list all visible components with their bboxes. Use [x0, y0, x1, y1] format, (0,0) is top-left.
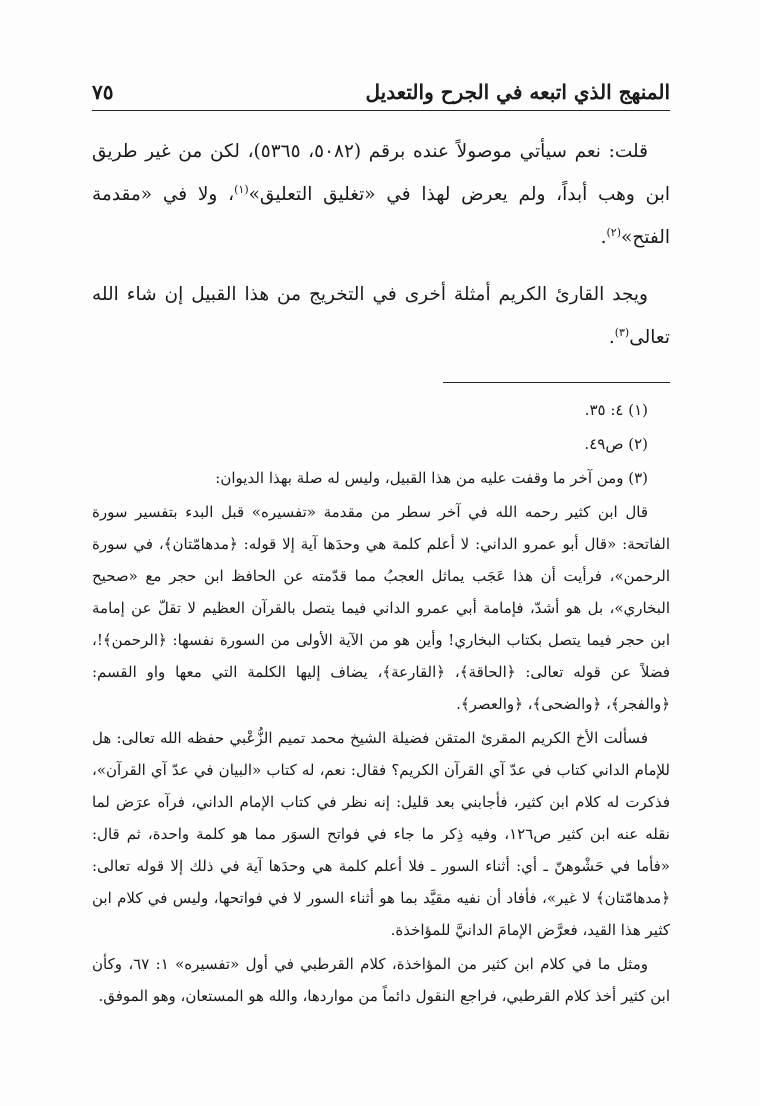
page-number: ٧٥ [92, 80, 114, 104]
footnote-paragraph: ومثل ما في كلام ابن كثير من المؤاخذة، كلام القرطبي في أول «تفسيره» ١: ٦٧، وكأن ابن كثير أخذ كلام القرطبي، فراجع النقول دائماً من مواردها، والله هو المستعان، وهو الموفق. [92, 955, 670, 1005]
footnote-ref: (٣) [614, 325, 630, 339]
footnote-separator [443, 382, 670, 383]
footnote-1: (١) ٤: ٣٥. [584, 401, 648, 419]
body-paragraph: ويجد القارئ الكريم أمثلة أخرى في التخريج من هذا القبيل إن شاء الله تعالى$^{(٣)}$. [92, 284, 670, 348]
footnote-2: (٢) ص٤٩. [584, 435, 648, 453]
footnote-3: (٣) ومن آخر ما وقفت عليه من هذا القبيل، وليس له صلة بهذا الديوان: [215, 469, 648, 487]
footnote-paragraph: قال ابن كثير رحمه الله في آخر سطر من مقدمة «تفسيره» قبل البدء بتفسير سورة الفاتحة: «قال أبو عمرو الداني: لا أعلم كلمة هي وحدَها آية إلا قوله: ﴿مدهامّتان﴾، في سورة الرحمن»، فرأيت أن هذا عَجَب يماثل العجبُ مما قدّمته عن الحافظ ابن حجر مع «صحيح البخاري»، بل هو أشدّ، فإمامة أبي عمرو الداني فيما يتصل بالقرآن العظيم لا تقلّ عن إمامة ابن حجر فيما يتصل بكتاب البخاري! وأين هو من الآية الأولى من السورة نفسها: ﴿الرحمن﴾!، فضلاً عن قوله تعالى: ﴿الحاقة﴾، ﴿القارعة﴾، يضاف إليها الكلمة التي معها واو القسم: ﴿والفجر﴾، ﴿والضحى﴾، ﴿والعصر﴾. [92, 503, 670, 713]
footnotes [92, 394, 670, 1014]
body-paragraph: قلت: نعم سيأتي موصولاً عنده برقم (٥٠٨٢، ٥٣٦٥)، لكن من غير طريق ابن وهب أبداً، ولم يعرض لهذا في «تغليق التعليق»$^{(١)}$، ولا في «مقدمة الفتح»$^{(٢)}$. [92, 141, 670, 248]
running-title: المنهج الذي اتبعه في الجرح والتعديل [365, 80, 670, 104]
footnote-ref: (٢) [606, 225, 622, 239]
footnote-ref: (١) [234, 182, 249, 196]
footnote-paragraph: فسألت الأخ الكريم المقرئ المتقن فضيلة الشيخ محمد تميم الزُّعْبي حفظه الله تعالى: هل للإمام الداني كتاب في عدّ آي القرآن الكريم؟ فقال: نعم، له كتاب «البيان في عدّ آي القرآن»، فذكرت له كلام ابن كثير، فأجابني بعد قليل: إنه نظر في كتاب الإمام الداني، فرآه عرَض لما نقله عنه ابن كثير ص١٢٦، وفيه ذِكر ما جاء في فواتح السوَر مما هو كلمة واحدة، ثم قال: «فأما في حَشْوهنّ ـ أي: أثناء السور ـ فلا أعلم كلمة هي وحدَها آية في ذلك إلا قوله تعالى: ﴿مدهامّتان﴾ لا غير»، فأفاد أن نفيه مقيَّد بما هو أثناء السور لا في فواتحها، وليس في كلام ابن كثير هذا القيد، فعرَّض الإمامَ الدانيَّ للمؤاخذة. [92, 729, 670, 939]
page-header [92, 74, 670, 111]
main-text [92, 130, 670, 373]
